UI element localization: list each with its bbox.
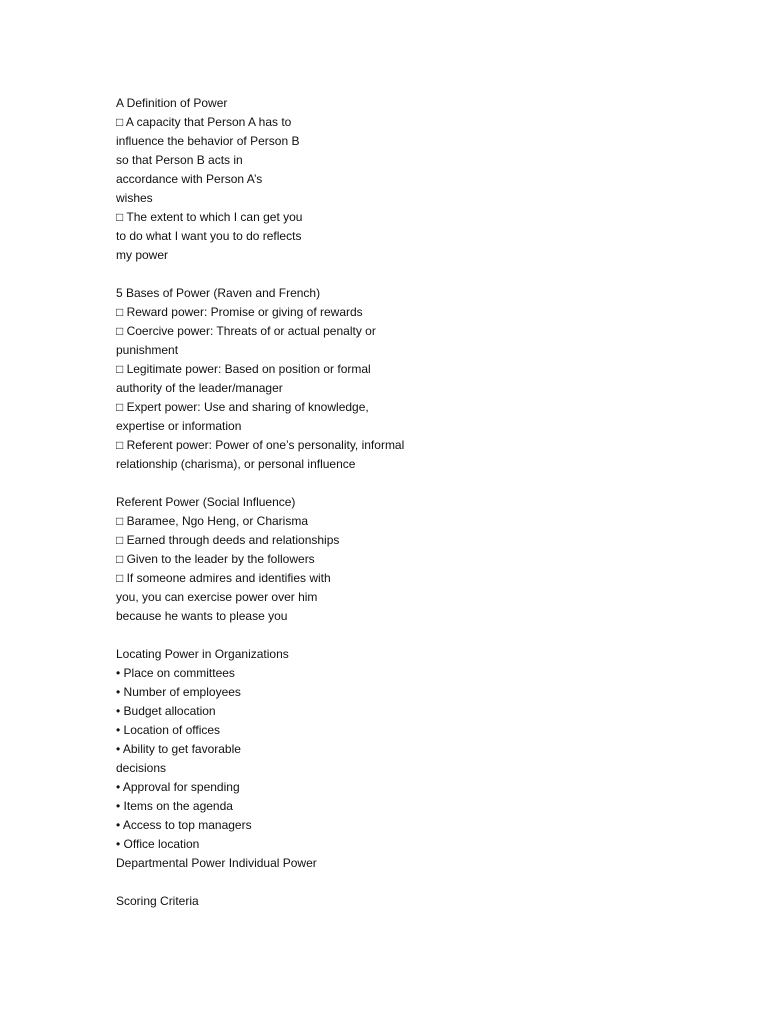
text-line: so that Person B acts in bbox=[116, 153, 243, 167]
list-item: • Items on the agenda bbox=[116, 799, 233, 813]
list-item: • Office location bbox=[116, 837, 200, 851]
text-line: because he wants to please you bbox=[116, 609, 288, 623]
text-line: accordance with Person A’s bbox=[116, 172, 263, 186]
text-line: Departmental Power Individual Power bbox=[116, 856, 317, 870]
blank-line bbox=[116, 474, 736, 493]
document-page bbox=[116, 94, 736, 911]
text-line: □ Reward power: Promise or giving of rewards bbox=[116, 305, 363, 319]
text-line: my power bbox=[116, 248, 169, 262]
list-item: • Location of offices bbox=[116, 723, 221, 737]
text-line: punishment bbox=[116, 343, 179, 357]
heading-definition-of-power: A Definition of Power bbox=[116, 96, 228, 110]
list-item: • Place on committees bbox=[116, 666, 235, 680]
heading-locating-power: Locating Power in Organizations bbox=[116, 647, 289, 661]
blank-line bbox=[116, 626, 736, 645]
blank-line bbox=[116, 873, 736, 892]
text-line: you, you can exercise power over him bbox=[116, 590, 318, 604]
blank-line bbox=[116, 265, 736, 284]
text-line: to do what I want you to do reflects bbox=[116, 229, 302, 243]
text-line: wishes bbox=[116, 191, 153, 205]
list-item: • Budget allocation bbox=[116, 704, 216, 718]
text-line: □ Baramee, Ngo Heng, or Charisma bbox=[116, 514, 308, 528]
text-line: expertise or information bbox=[116, 419, 242, 433]
list-item: • Number of employees bbox=[116, 685, 241, 699]
list-item: • Access to top managers bbox=[116, 818, 252, 832]
text-line: influence the behavior of Person B bbox=[116, 134, 300, 148]
text-line: □ Coercive power: Threats of or actual penalty or bbox=[116, 324, 376, 338]
heading-scoring-criteria: Scoring Criteria bbox=[116, 894, 199, 908]
text-line: □ Expert power: Use and sharing of knowledge, bbox=[116, 400, 369, 414]
text-line: relationship (charisma), or personal influence bbox=[116, 457, 356, 471]
text-line: authority of the leader/manager bbox=[116, 381, 283, 395]
text-line: decisions bbox=[116, 761, 167, 775]
text-line: □ Referent power: Power of one’s personality, informal bbox=[116, 438, 405, 452]
heading-referent-power: Referent Power (Social Influence) bbox=[116, 495, 296, 509]
text-line: □ If someone admires and identifies with bbox=[116, 571, 331, 585]
text-line: □ A capacity that Person A has to bbox=[116, 115, 292, 129]
text-line: □ Given to the leader by the followers bbox=[116, 552, 315, 566]
list-item: • Ability to get favorable bbox=[116, 742, 241, 756]
text-line: □ Legitimate power: Based on position or formal bbox=[116, 362, 371, 376]
text-line: □ The extent to which I can get you bbox=[116, 210, 303, 224]
text-line: □ Earned through deeds and relationships bbox=[116, 533, 340, 547]
list-item: • Approval for spending bbox=[116, 780, 240, 794]
heading-bases-of-power: 5 Bases of Power (Raven and French) bbox=[116, 286, 321, 300]
